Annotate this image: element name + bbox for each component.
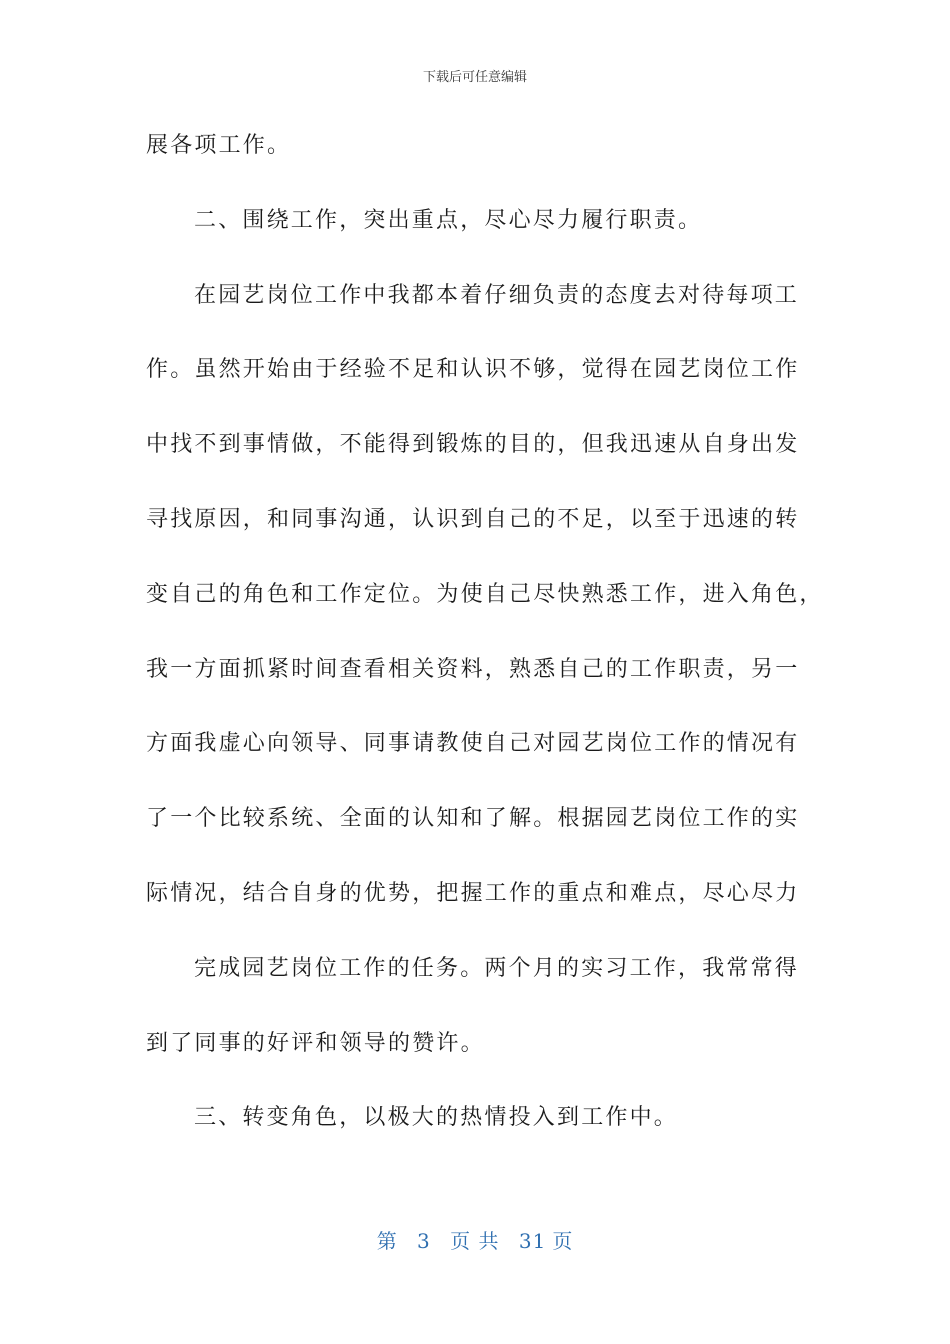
paragraph-line: 展各项工作。 bbox=[146, 133, 292, 158]
current-page-number: 3 bbox=[417, 1229, 431, 1253]
paragraph-line: 寻找原因，和同事沟通，认识到自己的不足，以至于迅速的转 bbox=[146, 506, 800, 532]
total-page-count: 31 bbox=[518, 1229, 547, 1253]
footer-pages-suffix: 页 bbox=[552, 1229, 574, 1253]
paragraph-line: 到了同事的好评和领导的赞许。 bbox=[146, 1030, 485, 1056]
page-footer bbox=[0, 1225, 950, 1254]
paragraph-line: 作。虽然开始由于经验不足和认识不够，觉得在园艺岗位工作 bbox=[146, 357, 800, 383]
paragraph-line: 在园艺岗位工作中我都本着仔细负责的态度去对待每项工 bbox=[194, 282, 800, 308]
document-body bbox=[146, 124, 824, 1171]
page-header: 下载后可任意编辑 bbox=[422, 70, 527, 85]
paragraph-line: 完成园艺岗位工作的任务。两个月的实习工作，我常常得 bbox=[194, 955, 800, 981]
paragraph-line: 方面我虚心向领导、同事请教使自己对园艺岗位工作的情况有 bbox=[146, 731, 800, 757]
paragraph-line: 中找不到事情做，不能得到锻炼的目的，但我迅速从自身出发 bbox=[146, 432, 800, 458]
paragraph-line: 变自己的角色和工作定位。为使自己尽快熟悉工作，进入角色， bbox=[146, 581, 824, 607]
paragraph-line: 我一方面抓紧时间查看相关资料，熟悉自己的工作职责，另一 bbox=[146, 656, 800, 682]
section-heading-three: 三、转变角色，以极大的热情投入到工作中。 bbox=[194, 1105, 679, 1131]
paragraph-line: 了一个比较系统、全面的认知和了解。根据园艺岗位工作的实 bbox=[146, 806, 800, 832]
paragraph-line: 际情况，结合自身的优势，把握工作的重点和难点，尽心尽力 bbox=[146, 880, 800, 906]
section-heading-two: 二、围绕工作，突出重点，尽心尽力履行职责。 bbox=[194, 207, 703, 233]
footer-of-label: 页 共 bbox=[450, 1229, 500, 1253]
footer-page-label: 第 bbox=[376, 1229, 398, 1253]
